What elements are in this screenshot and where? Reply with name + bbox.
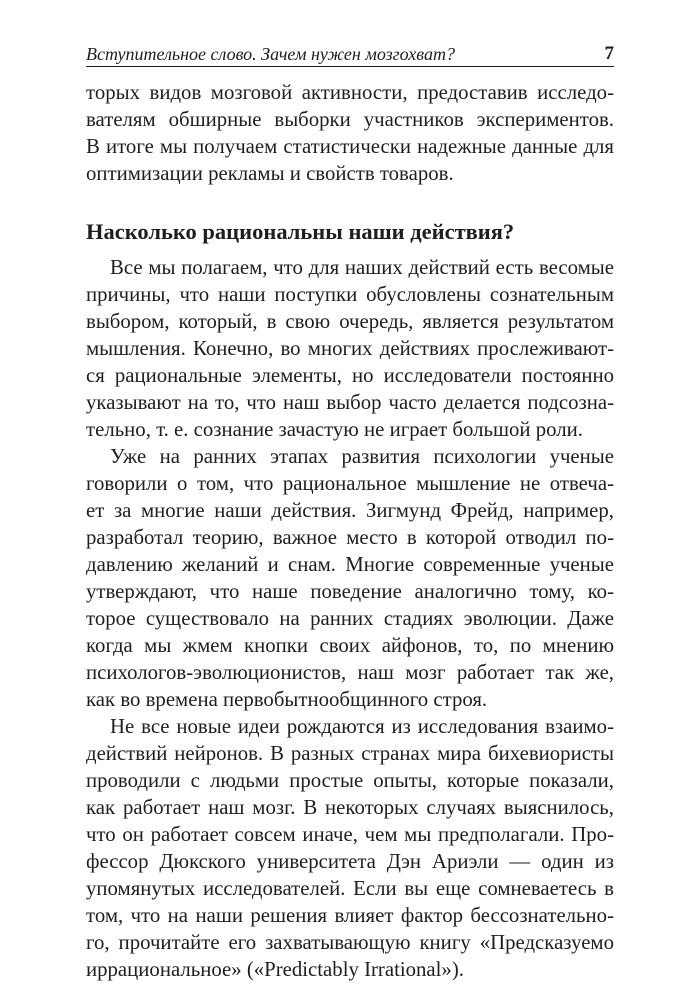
book-page xyxy=(86,42,614,983)
text-line: указывают на то, что наш выбор часто делается подсозна- xyxy=(86,391,614,414)
paragraph-1 xyxy=(86,254,614,443)
text-line: ся рациональные элементы, но исследователи постоянно xyxy=(86,364,614,387)
text-line: разработал теорию, важное место в которой отводил по- xyxy=(86,526,614,549)
text-line: тельно, т. е. сознание зачастую не играет большой роли. xyxy=(86,418,583,441)
running-head-title: Вступительное слово. Зачем нужен мозгохват? xyxy=(86,44,455,64)
text-line: утверждают, что наше поведение аналогично тому, ко- xyxy=(86,580,614,603)
text-line: Все мы полагаем, что для наших действий есть весомые xyxy=(110,256,614,279)
text-line: причины, что наши поступки обусловлены сознательным xyxy=(86,283,614,306)
text-line: вателям обширные выборки участников экспериментов. xyxy=(86,108,614,131)
text-line: что он работает совсем иначе, чем мы предполагали. Про- xyxy=(86,823,614,846)
paragraph-3 xyxy=(86,713,614,983)
text-line: как во времена первобытнообщинного строя. xyxy=(86,688,488,711)
text-line: В итоге мы получаем статистически надежные данные для xyxy=(86,135,614,158)
text-line: том, что на наши решения влияет фактор бессознательно- xyxy=(86,904,614,927)
text-line: выбором, который, в свою очередь, является результатом xyxy=(86,310,614,333)
intro-paragraph xyxy=(86,79,614,187)
text-line: Уже на ранних этапах развития психологии ученые xyxy=(110,445,614,468)
body-text xyxy=(86,79,614,983)
text-line: ет за многие наши действия. Зигмунд Фрейд, например, xyxy=(86,499,614,522)
text-line: давлению желаний и снам. Многие современные ученые xyxy=(86,553,614,576)
text-line: мышления. Конечно, во многих действиях прослеживают- xyxy=(86,337,614,360)
text-line: го, прочитайте его захватывающую книгу «Предсказуемо xyxy=(86,931,614,954)
page-number: 7 xyxy=(604,43,614,64)
paragraph-2 xyxy=(86,443,614,713)
section-heading: Насколько рациональны наши действия? xyxy=(86,219,515,244)
text-line: психологов-эволюционистов, наш мозг работает так же, xyxy=(86,661,614,684)
text-line: торых видов мозговой активности, предоставив исследо- xyxy=(86,81,614,104)
text-line: упомянутых исследователей. Если вы еще сомневаетесь в xyxy=(86,877,614,900)
text-line: говорили о том, что рациональное мышление не отвеча- xyxy=(86,472,614,495)
text-line: действий нейронов. В разных странах мира бихевиористы xyxy=(86,742,614,765)
text-line: фессор Дюкского университета Дэн Ариэли — один из xyxy=(86,850,614,873)
text-line: иррациональное» («Predictably Irrational»). xyxy=(86,958,464,981)
text-line: проводили с людьми простые опыты, которые показали, xyxy=(86,769,614,792)
text-line: как работает наш мозг. В некоторых случаях выяснилось, xyxy=(86,796,614,819)
text-line: торое существовало на ранних стадиях эволюции. Даже xyxy=(86,607,614,630)
running-head xyxy=(86,42,614,67)
text-line: когда мы жмем кнопки своих айфонов, то, по мнению xyxy=(86,634,614,657)
text-line: оптимизации рекламы и свойств товаров. xyxy=(86,162,454,185)
text-line: Не все новые идеи рождаются из исследования взаимо- xyxy=(110,715,614,738)
